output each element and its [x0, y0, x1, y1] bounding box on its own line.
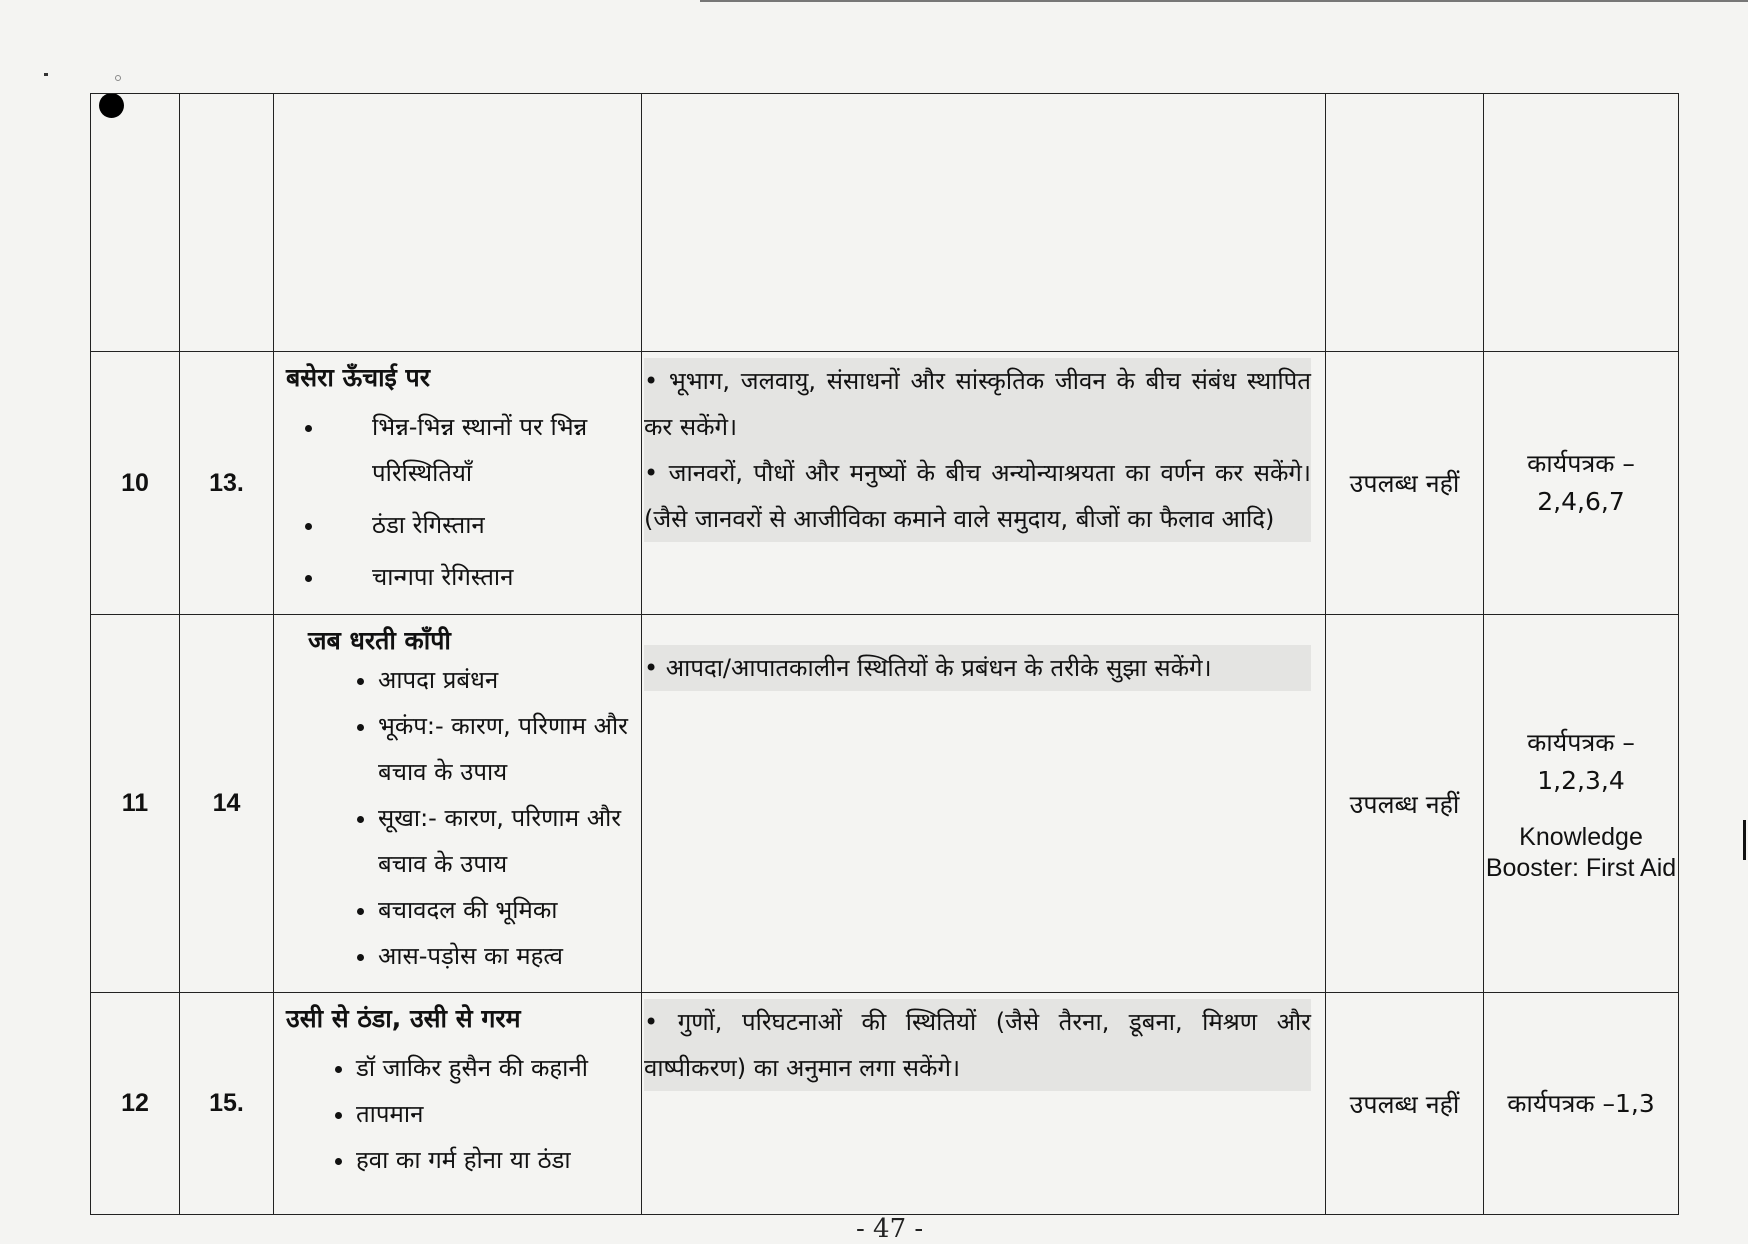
topic-list [286, 404, 633, 600]
availability-text: उपलब्ध नहीं [1326, 352, 1484, 615]
chapter-number: 13. [180, 352, 274, 615]
topic-point: • आपदा प्रबंधन [378, 657, 633, 703]
outcome-text: • भूभाग, जलवायु, संसाधनों और सांस्कृतिक जीवन के बीच संबंध स्थापित कर सकेंगे। [644, 358, 1311, 450]
outcomes-cell [642, 615, 1326, 993]
topic-point: • हवा का गर्म होना या ठंडा [356, 1137, 633, 1183]
scan-speck [44, 73, 48, 76]
cell-col1 [91, 94, 180, 352]
worksheets-text: कार्यपत्रक –1,3 [1484, 993, 1679, 1215]
outcomes-cell [642, 352, 1326, 615]
availability-text: उपलब्ध नहीं [1326, 615, 1484, 993]
outcome-text: • जानवरों, पौधों और मनुष्यों के बीच अन्योन्याश्रयता का वर्णन कर सकेंगे। (जैसे जानवरों से आजीविका कमाने वाले समुदाय, बीजों का फैलाव आदि) [644, 450, 1311, 542]
topic-title: उसी से ठंडा, उसी से गरम [286, 1004, 521, 1033]
table-row [91, 615, 1679, 993]
chapter-number: 15. [180, 993, 274, 1215]
topic-cell [274, 993, 642, 1215]
topic-cell [274, 352, 642, 615]
cell-topic [274, 94, 642, 352]
top-edge-rule [700, 0, 1748, 2]
outcome-spacer [644, 691, 1311, 961]
topic-point: • चान्गपा रेगिस्तान [326, 554, 633, 600]
outcome-text: • आपदा/आपातकालीन स्थितियों के प्रबंधन के तरीके सुझा सकेंगे। [644, 645, 1311, 691]
worksheets-text: कार्यपत्रक – 2,4,6,7 [1484, 352, 1679, 615]
cell-worksheets [1484, 94, 1679, 352]
table-row-empty [91, 94, 1679, 352]
topic-list [286, 657, 633, 979]
knowledge-booster-text: Knowledge Booster: First Aid [1485, 822, 1677, 882]
row-number: 10 [91, 352, 180, 615]
topic-point: • डॉ जाकिर हुसैन की कहानी [356, 1045, 633, 1091]
outcomes-cell [642, 993, 1326, 1215]
topic-point: • भूकंप:- कारण, परिणाम और बचाव के उपाय [378, 703, 633, 795]
row-number: 11 [91, 615, 180, 993]
table-row [91, 352, 1679, 615]
topic-point: • बचावदल की भूमिका [378, 887, 633, 933]
worksheets-cell [1484, 615, 1679, 993]
topic-title: जब धरती काँपी [308, 626, 451, 655]
table-row [91, 993, 1679, 1215]
chapter-number: 14 [180, 615, 274, 993]
page-number: - 47 - [856, 1214, 924, 1244]
topic-point: • ठंडा रेगिस्तान [326, 502, 633, 548]
outcome-spacer [644, 1091, 1311, 1201]
outcome-text: • गुणों, परिघटनाओं की स्थितियों (जैसे तैरना, डूबना, मिश्रण और वाष्पीकरण) का अनुमान लगा सकेंगे। [644, 999, 1311, 1091]
topic-point: • तापमान [356, 1091, 633, 1137]
scan-edge-mark [1743, 820, 1746, 860]
topic-point: • आस-पड़ोस का महत्व [378, 933, 633, 979]
cell-availability [1326, 94, 1484, 352]
syllabus-table [90, 93, 1679, 1215]
topic-cell [274, 615, 642, 993]
topic-list [286, 1045, 633, 1183]
scan-speck [115, 75, 121, 81]
topic-point: • सूखा:- कारण, परिणाम और बचाव के उपाय [378, 795, 633, 887]
availability-text: उपलब्ध नहीं [1326, 993, 1484, 1215]
topic-title: बसेरा ऊँचाई पर [286, 363, 430, 392]
cell-outcomes [642, 94, 1326, 352]
worksheets-text: कार्यपत्रक – 1,2,3,4 [1527, 727, 1635, 795]
topic-point: • भिन्न-भिन्न स्थानों पर भिन्न परिस्थितियाँ [326, 404, 633, 496]
cell-col2 [180, 94, 274, 352]
row-number: 12 [91, 993, 180, 1215]
